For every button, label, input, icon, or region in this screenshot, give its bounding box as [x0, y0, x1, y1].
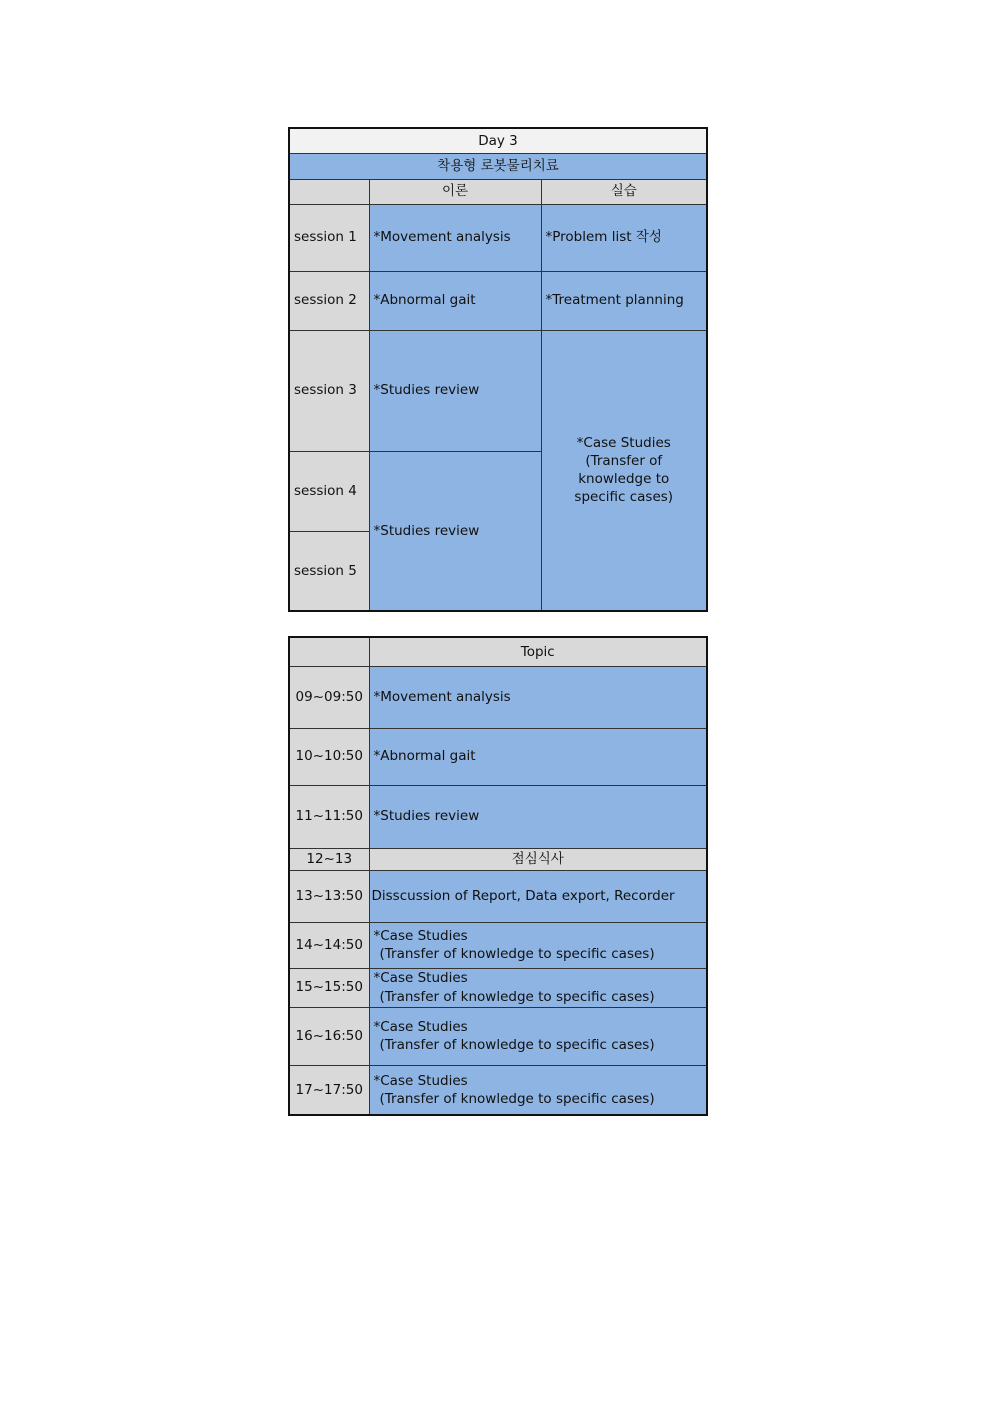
merged-practice-cell: *Case Studies (Transfer of knowledge to specific cases): [541, 330, 707, 611]
lunch-cell: 점심식사: [369, 848, 707, 870]
time-cell: 15~15:50: [289, 968, 369, 1007]
topic-title: *Case Studies: [373, 1072, 468, 1089]
time-cell: 10~10:50: [289, 728, 369, 785]
column-header-theory: 이론: [369, 179, 541, 204]
topic-cell: [369, 968, 707, 1007]
time-cell: 17~17:50: [289, 1065, 369, 1115]
schedule-row: [289, 728, 707, 785]
schedule-row: [289, 848, 707, 870]
column-header-topic: Topic: [369, 637, 707, 666]
topic-title: *Case Studies: [373, 1018, 468, 1035]
corner-cell: [289, 179, 369, 204]
session-label: session 1: [289, 204, 369, 271]
topic-subtitle: (Transfer of knowledge to specific cases): [379, 946, 655, 962]
time-cell: 09~09:50: [289, 666, 369, 728]
topic-subtitle: (Transfer of knowledge to specific cases): [379, 988, 655, 1005]
time-cell: 14~14:50: [289, 922, 369, 968]
session-row: [289, 330, 707, 451]
topic-title: *Case Studies: [373, 970, 468, 987]
schedule-row: [289, 968, 707, 1007]
topic-cell: *Abnormal gait: [369, 728, 707, 785]
topic-cell: *Movement analysis: [369, 666, 707, 728]
session-label: session 5: [289, 531, 369, 611]
topic-cell: [369, 1007, 707, 1065]
column-header-practice: 실습: [541, 179, 707, 204]
theory-cell: *Studies review: [369, 451, 541, 611]
theory-cell: *Abnormal gait: [369, 271, 541, 330]
schedule-row: [289, 1007, 707, 1065]
topic-cell: [369, 1065, 707, 1115]
topic-subtitle: (Transfer of knowledge to specific cases): [379, 1090, 655, 1107]
topic-cell: [369, 922, 707, 968]
topic-subtitle: (Transfer of knowledge to specific cases): [379, 1037, 655, 1053]
corner-cell: [289, 637, 369, 666]
topic-cell: *Studies review: [369, 785, 707, 848]
hourly-schedule-table: [288, 636, 708, 1116]
day-title: Day 3: [289, 128, 707, 153]
session-label: session 3: [289, 330, 369, 451]
time-cell: 12~13: [289, 848, 369, 870]
topic-title: *Case Studies: [373, 927, 468, 944]
schedule-row: [289, 1065, 707, 1115]
session-label: session 4: [289, 451, 369, 531]
session-row: [289, 204, 707, 271]
topic-cell: Disscussion of Report, Data export, Recorder: [369, 870, 707, 922]
day3-schedule-table: [288, 127, 708, 612]
theory-cell: *Movement analysis: [369, 204, 541, 271]
session-row: [289, 271, 707, 330]
course-subtitle: 착용형 로봇물리치료: [289, 153, 707, 179]
practice-cell: *Treatment planning: [541, 271, 707, 330]
schedule-row: [289, 785, 707, 848]
session-label: session 2: [289, 271, 369, 330]
time-cell: 13~13:50: [289, 870, 369, 922]
schedule-row: [289, 870, 707, 922]
schedule-row: [289, 922, 707, 968]
practice-cell: *Problem list 작성: [541, 204, 707, 271]
time-cell: 11~11:50: [289, 785, 369, 848]
schedule-row: [289, 666, 707, 728]
theory-cell: *Studies review: [369, 330, 541, 451]
time-cell: 16~16:50: [289, 1007, 369, 1065]
